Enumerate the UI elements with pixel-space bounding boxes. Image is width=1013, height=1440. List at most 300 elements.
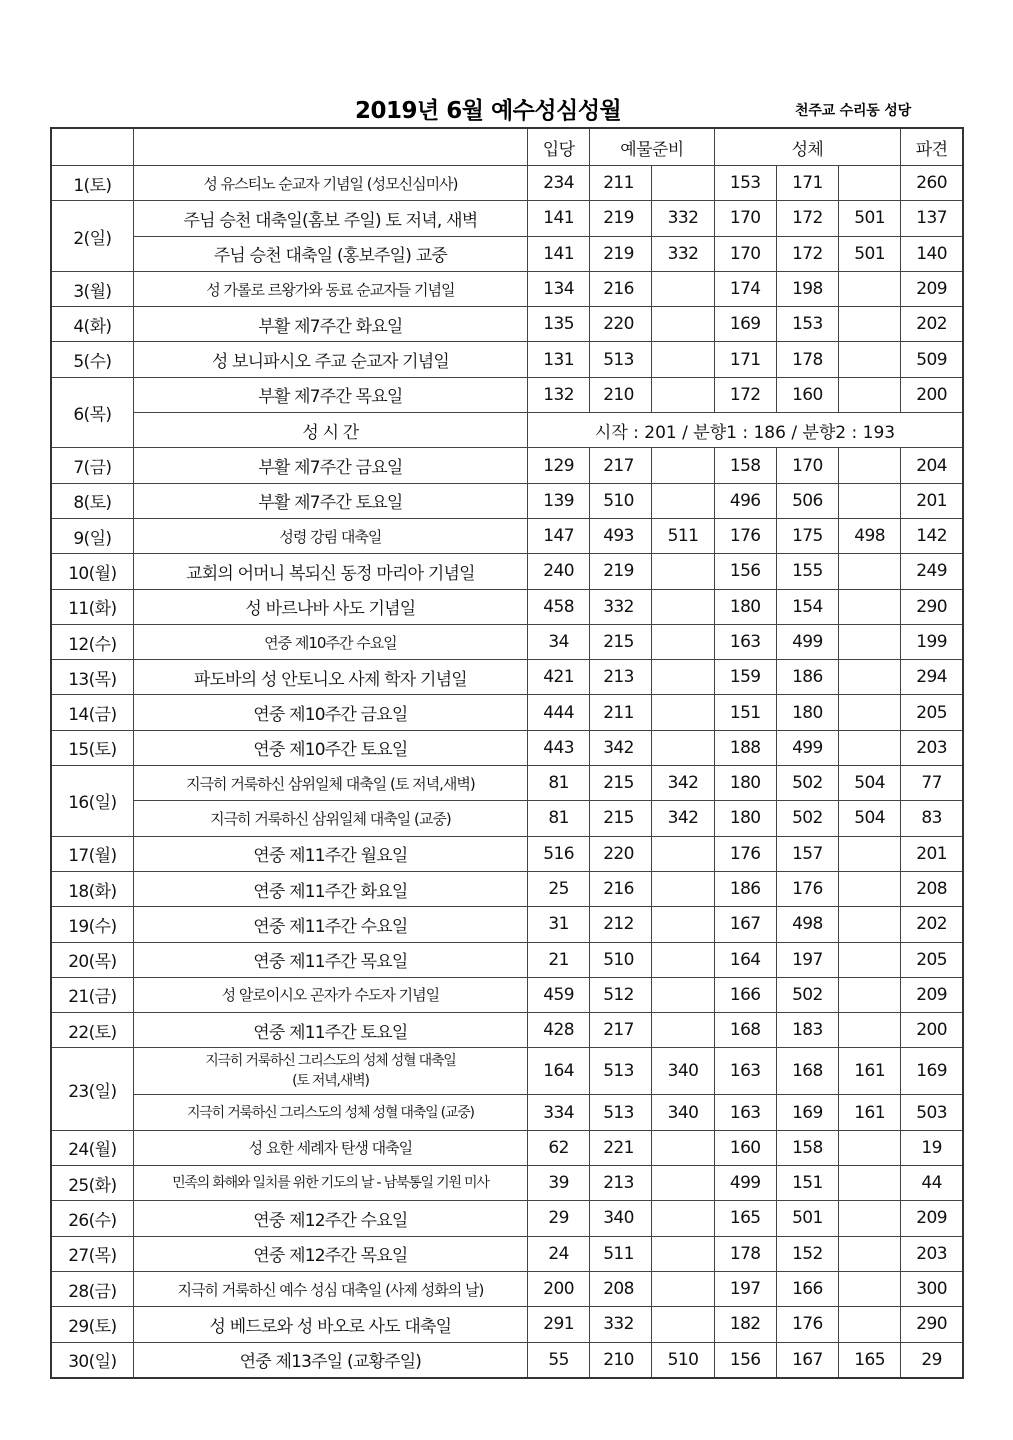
- communion-hymn-3: [838, 377, 900, 412]
- liturgy-name: 성 유스티노 순교자 기념일 (성모신심미사): [133, 166, 527, 201]
- communion-hymn-3: 501: [838, 201, 900, 236]
- entrance-hymn: 139: [528, 483, 590, 518]
- day-cell: 13(목): [51, 660, 133, 695]
- day-cell: 15(토): [51, 730, 133, 765]
- communion-hymn-3: [838, 483, 900, 518]
- dismissal-hymn: 503: [901, 1095, 963, 1130]
- communion-hymn-1: 178: [714, 1236, 776, 1271]
- liturgy-name: 연중 제11주간 월요일: [133, 836, 527, 871]
- offertory-hymn-1: 215: [590, 801, 652, 836]
- offertory-hymn-2: [652, 624, 714, 659]
- dismissal-hymn: 203: [901, 730, 963, 765]
- offertory-hymn-2: [652, 1013, 714, 1048]
- day-cell: 14(금): [51, 695, 133, 730]
- table-row: [51, 1013, 963, 1048]
- day-cell: 22(토): [51, 1013, 133, 1048]
- communion-hymn-1: 156: [714, 1342, 776, 1378]
- day-cell: 12(수): [51, 624, 133, 659]
- offertory-hymn-2: 340: [652, 1048, 714, 1095]
- day-cell: 16(일): [51, 766, 133, 837]
- communion-hymn-2: 172: [776, 201, 838, 236]
- dismissal-hymn: 142: [901, 518, 963, 553]
- table-row: [51, 413, 963, 448]
- liturgy-name-line2: (토 저녁,새벽): [292, 1073, 369, 1090]
- day-cell: 7(금): [51, 448, 133, 483]
- day-cell: 17(월): [51, 836, 133, 871]
- communion-hymn-3: [838, 271, 900, 306]
- entrance-hymn: 459: [528, 977, 590, 1012]
- entrance-hymn: 62: [528, 1130, 590, 1165]
- offertory-hymn-2: 511: [652, 518, 714, 553]
- communion-hymn-2: 502: [776, 977, 838, 1012]
- dismissal-hymn: 83: [901, 801, 963, 836]
- header-dismissal: 파견: [901, 128, 963, 166]
- communion-hymn-3: [838, 730, 900, 765]
- communion-hymn-2: 198: [776, 271, 838, 306]
- day-cell: 1(토): [51, 166, 133, 201]
- offertory-hymn-2: [652, 166, 714, 201]
- communion-hymn-1: 168: [714, 1013, 776, 1048]
- offertory-hymn-2: 332: [652, 236, 714, 271]
- entrance-hymn: 444: [528, 695, 590, 730]
- communion-hymn-2: 172: [776, 236, 838, 271]
- table-row: [51, 836, 963, 871]
- communion-hymn-2: 506: [776, 483, 838, 518]
- entrance-hymn: 81: [528, 801, 590, 836]
- communion-hymn-1: 163: [714, 1095, 776, 1130]
- communion-hymn-1: 160: [714, 1130, 776, 1165]
- communion-hymn-2: 151: [776, 1166, 838, 1201]
- day-cell: 4(화): [51, 307, 133, 342]
- communion-hymn-1: 174: [714, 271, 776, 306]
- communion-hymn-1: 156: [714, 554, 776, 589]
- dismissal-hymn: 509: [901, 342, 963, 377]
- offertory-hymn-2: 340: [652, 1095, 714, 1130]
- dismissal-hymn: 199: [901, 624, 963, 659]
- entrance-hymn: 24: [528, 1236, 590, 1271]
- liturgy-name: [133, 1048, 527, 1095]
- offertory-hymn-1: 221: [590, 1130, 652, 1165]
- day-cell: 10(월): [51, 554, 133, 589]
- communion-hymn-3: [838, 307, 900, 342]
- parish-name: 천주교 수리동 성당: [795, 103, 911, 119]
- communion-hymn-1: 171: [714, 342, 776, 377]
- table-row: [51, 166, 963, 201]
- liturgy-name: 지극히 거룩하신 그리스도의 성체 성혈 대축일 (교중): [133, 1095, 527, 1130]
- offertory-hymn-1: 510: [590, 483, 652, 518]
- communion-hymn-1: 180: [714, 766, 776, 801]
- offertory-hymn-2: 332: [652, 201, 714, 236]
- liturgy-name: 성 보니파시오 주교 순교자 기념일: [133, 342, 527, 377]
- communion-hymn-1: 166: [714, 977, 776, 1012]
- offertory-hymn-2: [652, 448, 714, 483]
- communion-hymn-1: 182: [714, 1307, 776, 1342]
- communion-hymn-1: 188: [714, 730, 776, 765]
- communion-hymn-2: 501: [776, 1201, 838, 1236]
- table-row: [51, 695, 963, 730]
- liturgy-name: 연중 제13주일 (교황주일): [133, 1342, 527, 1378]
- offertory-hymn-2: [652, 836, 714, 871]
- day-cell: 26(수): [51, 1201, 133, 1236]
- communion-hymn-2: 158: [776, 1130, 838, 1165]
- communion-hymn-1: 176: [714, 836, 776, 871]
- offertory-hymn-2: [652, 554, 714, 589]
- entrance-hymn: 516: [528, 836, 590, 871]
- communion-hymn-2: 155: [776, 554, 838, 589]
- entrance-hymn: 421: [528, 660, 590, 695]
- communion-hymn-1: 167: [714, 907, 776, 942]
- entrance-hymn: 132: [528, 377, 590, 412]
- liturgy-name: 지극히 거룩하신 삼위일체 대축일 (토 저녁,새벽): [133, 766, 527, 801]
- communion-hymn-1: 169: [714, 307, 776, 342]
- entrance-hymn: 200: [528, 1271, 590, 1306]
- dismissal-hymn: 202: [901, 907, 963, 942]
- entrance-hymn: 134: [528, 271, 590, 306]
- day-cell: 25(화): [51, 1166, 133, 1201]
- communion-hymn-1: 499: [714, 1166, 776, 1201]
- communion-hymn-3: 161: [838, 1095, 900, 1130]
- communion-hymn-3: 504: [838, 766, 900, 801]
- offertory-hymn-2: [652, 660, 714, 695]
- liturgy-name: 부활 제7주간 화요일: [133, 307, 527, 342]
- dismissal-hymn: 249: [901, 554, 963, 589]
- communion-hymn-2: 152: [776, 1236, 838, 1271]
- entrance-hymn: 81: [528, 766, 590, 801]
- entrance-hymn: 141: [528, 236, 590, 271]
- day-cell: 20(목): [51, 942, 133, 977]
- entrance-hymn: 21: [528, 942, 590, 977]
- day-cell: 23(일): [51, 1048, 133, 1130]
- offertory-hymn-1: 220: [590, 836, 652, 871]
- header-day: [51, 128, 133, 166]
- day-cell: 2(일): [51, 201, 133, 272]
- header-offertory: 예물준비: [590, 128, 714, 166]
- dismissal-hymn: 204: [901, 448, 963, 483]
- liturgy-name: 부활 제7주간 목요일: [133, 377, 527, 412]
- entrance-hymn: 55: [528, 1342, 590, 1378]
- day-cell: 29(토): [51, 1307, 133, 1342]
- communion-hymn-3: [838, 1236, 900, 1271]
- offertory-hymn-1: 215: [590, 624, 652, 659]
- dismissal-hymn: 260: [901, 166, 963, 201]
- offertory-hymn-2: [652, 730, 714, 765]
- table-row: [51, 1342, 963, 1378]
- offertory-hymn-1: 332: [590, 1307, 652, 1342]
- liturgy-name: 교회의 어머니 복되신 동정 마리아 기념일: [133, 554, 527, 589]
- offertory-hymn-2: [652, 1166, 714, 1201]
- offertory-hymn-2: [652, 1271, 714, 1306]
- liturgy-name-line1: 지극히 거룩하신 그리스도의 성체 성혈 대축일: [205, 1053, 456, 1070]
- liturgy-name: 연중 제10주간 토요일: [133, 730, 527, 765]
- day-cell: 30(일): [51, 1342, 133, 1378]
- liturgy-name: 성 요한 세례자 탄생 대축일: [133, 1130, 527, 1165]
- communion-hymn-2: 197: [776, 942, 838, 977]
- day-cell: 21(금): [51, 977, 133, 1012]
- dismissal-hymn: 201: [901, 836, 963, 871]
- liturgy-name: 부활 제7주간 토요일: [133, 483, 527, 518]
- communion-hymn-1: 176: [714, 518, 776, 553]
- communion-hymn-3: 498: [838, 518, 900, 553]
- offertory-hymn-2: [652, 307, 714, 342]
- communion-hymn-1: 170: [714, 236, 776, 271]
- entrance-hymn: 164: [528, 1048, 590, 1095]
- offertory-hymn-1: 216: [590, 271, 652, 306]
- communion-hymn-2: 183: [776, 1013, 838, 1048]
- table-row: [51, 624, 963, 659]
- communion-hymn-2: 176: [776, 1307, 838, 1342]
- communion-hymn-3: [838, 448, 900, 483]
- communion-hymn-1: 153: [714, 166, 776, 201]
- communion-hymn-3: [838, 1013, 900, 1048]
- offertory-hymn-2: [652, 1307, 714, 1342]
- liturgy-name: 지극히 거룩하신 삼위일체 대축일 (교중): [133, 801, 527, 836]
- communion-hymn-1: 197: [714, 1271, 776, 1306]
- offertory-hymn-2: 342: [652, 766, 714, 801]
- communion-hymn-1: 163: [714, 1048, 776, 1095]
- liturgy-name: 민족의 화해와 일치를 위한 기도의 날 - 남북통일 기원 미사: [133, 1166, 527, 1201]
- communion-hymn-1: 180: [714, 589, 776, 624]
- page-title: 2019년 6월 예수성심성월: [355, 98, 622, 124]
- communion-hymn-1: 151: [714, 695, 776, 730]
- table-row: [51, 871, 963, 906]
- table-row: [51, 201, 963, 236]
- communion-hymn-1: 170: [714, 201, 776, 236]
- table-row: [51, 907, 963, 942]
- communion-hymn-2: 502: [776, 801, 838, 836]
- communion-hymn-3: [838, 1271, 900, 1306]
- offertory-hymn-1: 216: [590, 871, 652, 906]
- offertory-hymn-1: 215: [590, 766, 652, 801]
- offertory-hymn-1: 208: [590, 1271, 652, 1306]
- communion-hymn-2: 166: [776, 1271, 838, 1306]
- communion-hymn-3: [838, 660, 900, 695]
- day-cell: 5(수): [51, 342, 133, 377]
- communion-hymn-3: [838, 1130, 900, 1165]
- communion-hymn-3: 501: [838, 236, 900, 271]
- table-row: [51, 1130, 963, 1165]
- dismissal-hymn: 200: [901, 377, 963, 412]
- liturgy-name: 파도바의 성 안토니오 사제 학자 기념일: [133, 660, 527, 695]
- communion-hymn-3: 161: [838, 1048, 900, 1095]
- communion-hymn-1: 180: [714, 801, 776, 836]
- entrance-hymn: 129: [528, 448, 590, 483]
- offertory-hymn-2: [652, 271, 714, 306]
- communion-hymn-2: 157: [776, 836, 838, 871]
- offertory-hymn-1: 211: [590, 166, 652, 201]
- dismissal-hymn: 203: [901, 1236, 963, 1271]
- table-row: [51, 1048, 963, 1095]
- table-row: [51, 307, 963, 342]
- day-cell: 11(화): [51, 589, 133, 624]
- communion-hymn-2: 167: [776, 1342, 838, 1378]
- offertory-hymn-1: 340: [590, 1201, 652, 1236]
- communion-hymn-1: 158: [714, 448, 776, 483]
- table-row: [51, 660, 963, 695]
- offertory-hymn-2: 342: [652, 801, 714, 836]
- dismissal-hymn: 209: [901, 271, 963, 306]
- communion-hymn-3: 504: [838, 801, 900, 836]
- table-row: [51, 1307, 963, 1342]
- liturgy-name: 성령 강림 대축일: [133, 518, 527, 553]
- liturgy-name: 연중 제10주간 수요일: [133, 624, 527, 659]
- communion-hymn-3: [838, 554, 900, 589]
- liturgy-name: 성 가롤로 르왕가와 동료 순교자들 기념일: [133, 271, 527, 306]
- day-cell: 19(수): [51, 907, 133, 942]
- table-row: [51, 554, 963, 589]
- liturgy-name: 연중 제11주간 화요일: [133, 871, 527, 906]
- entrance-hymn: 443: [528, 730, 590, 765]
- entrance-hymn: 131: [528, 342, 590, 377]
- liturgy-name: 주님 승천 대축일 (홍보주일) 교중: [133, 236, 527, 271]
- communion-hymn-2: 498: [776, 907, 838, 942]
- offertory-hymn-1: 213: [590, 1166, 652, 1201]
- table-row: [51, 977, 963, 1012]
- entrance-hymn: 334: [528, 1095, 590, 1130]
- entrance-hymn: 34: [528, 624, 590, 659]
- liturgy-name: 성 베드로와 성 바오로 사도 대축일: [133, 1307, 527, 1342]
- communion-hymn-2: 154: [776, 589, 838, 624]
- communion-hymn-1: 186: [714, 871, 776, 906]
- offertory-hymn-2: [652, 695, 714, 730]
- offertory-hymn-2: [652, 871, 714, 906]
- table-row: [51, 377, 963, 412]
- liturgy-name: 부활 제7주간 금요일: [133, 448, 527, 483]
- offertory-hymn-1: 219: [590, 554, 652, 589]
- offertory-hymn-1: 513: [590, 1095, 652, 1130]
- communion-hymn-3: [838, 871, 900, 906]
- table-row: [51, 801, 963, 836]
- offertory-hymn-1: 219: [590, 236, 652, 271]
- dismissal-hymn: 208: [901, 871, 963, 906]
- offertory-hymn-1: 211: [590, 695, 652, 730]
- communion-hymn-3: [838, 695, 900, 730]
- offertory-hymn-1: 219: [590, 201, 652, 236]
- offertory-hymn-2: [652, 977, 714, 1012]
- offertory-hymn-2: [652, 907, 714, 942]
- offertory-hymn-1: 513: [590, 1048, 652, 1095]
- table-row: [51, 589, 963, 624]
- offertory-hymn-1: 513: [590, 342, 652, 377]
- communion-hymn-2: 170: [776, 448, 838, 483]
- offertory-hymn-1: 512: [590, 977, 652, 1012]
- offertory-hymn-1: 212: [590, 907, 652, 942]
- entrance-hymn: 147: [528, 518, 590, 553]
- communion-hymn-1: 164: [714, 942, 776, 977]
- dismissal-hymn: 300: [901, 1271, 963, 1306]
- table-row: [51, 1201, 963, 1236]
- dismissal-hymn: 290: [901, 589, 963, 624]
- offertory-hymn-2: [652, 1201, 714, 1236]
- offertory-hymn-2: [652, 1236, 714, 1271]
- entrance-hymn: 141: [528, 201, 590, 236]
- communion-hymn-3: [838, 589, 900, 624]
- header-row: [51, 128, 963, 166]
- liturgy-name: 연중 제11주간 목요일: [133, 942, 527, 977]
- day-cell: 24(월): [51, 1130, 133, 1165]
- offertory-hymn-2: [652, 342, 714, 377]
- communion-hymn-1: 172: [714, 377, 776, 412]
- table-row: [51, 942, 963, 977]
- entrance-hymn: 458: [528, 589, 590, 624]
- offertory-hymn-1: 493: [590, 518, 652, 553]
- communion-hymn-2: 186: [776, 660, 838, 695]
- communion-hymn-2: 175: [776, 518, 838, 553]
- communion-hymn-1: 165: [714, 1201, 776, 1236]
- communion-hymn-1: 159: [714, 660, 776, 695]
- table-row: [51, 1271, 963, 1306]
- communion-hymn-2: 178: [776, 342, 838, 377]
- table-row: [51, 766, 963, 801]
- hymn-schedule-table: [50, 127, 964, 1379]
- offertory-hymn-2: [652, 1130, 714, 1165]
- dismissal-hymn: 290: [901, 1307, 963, 1342]
- communion-hymn-3: [838, 624, 900, 659]
- entrance-hymn: 25: [528, 871, 590, 906]
- day-cell: 6(목): [51, 377, 133, 448]
- communion-hymn-2: 499: [776, 730, 838, 765]
- day-cell: 3(월): [51, 271, 133, 306]
- offertory-hymn-2: 510: [652, 1342, 714, 1378]
- liturgy-name: 성 알로이시오 곤자가 수도자 기념일: [133, 977, 527, 1012]
- communion-hymn-3: [838, 1307, 900, 1342]
- dismissal-hymn: 209: [901, 977, 963, 1012]
- dismissal-hymn: 202: [901, 307, 963, 342]
- offertory-hymn-2: [652, 483, 714, 518]
- entrance-hymn: 31: [528, 907, 590, 942]
- dismissal-hymn: 209: [901, 1201, 963, 1236]
- offertory-hymn-1: 217: [590, 1013, 652, 1048]
- table-row: [51, 1166, 963, 1201]
- header-name: [133, 128, 527, 166]
- communion-hymn-3: [838, 1201, 900, 1236]
- communion-hymn-1: 163: [714, 624, 776, 659]
- liturgy-name: 연중 제11주간 수요일: [133, 907, 527, 942]
- liturgy-name: 지극히 거룩하신 예수 성심 대축일 (사제 성화의 날): [133, 1271, 527, 1306]
- offertory-hymn-1: 210: [590, 1342, 652, 1378]
- dismissal-hymn: 44: [901, 1166, 963, 1201]
- communion-hymn-2: 502: [776, 766, 838, 801]
- offertory-hymn-1: 210: [590, 377, 652, 412]
- entrance-hymn: 39: [528, 1166, 590, 1201]
- dismissal-hymn: 29: [901, 1342, 963, 1378]
- dismissal-hymn: 200: [901, 1013, 963, 1048]
- table-row: [51, 271, 963, 306]
- communion-hymn-2: 171: [776, 166, 838, 201]
- communion-hymn-3: [838, 836, 900, 871]
- entrance-hymn: 135: [528, 307, 590, 342]
- day-cell: 18(화): [51, 871, 133, 906]
- holy-hour-hymns: 시작 : 201 / 분향1 : 186 / 분향2 : 193: [528, 413, 963, 448]
- offertory-hymn-1: 217: [590, 448, 652, 483]
- communion-hymn-3: [838, 977, 900, 1012]
- communion-hymn-2: 499: [776, 624, 838, 659]
- liturgy-name: 주님 승천 대축일(홈보 주일) 토 저녁, 새벽: [133, 201, 527, 236]
- table-row: [51, 1236, 963, 1271]
- table-row: [51, 730, 963, 765]
- dismissal-hymn: 77: [901, 766, 963, 801]
- communion-hymn-2: 153: [776, 307, 838, 342]
- communion-hymn-3: [838, 942, 900, 977]
- offertory-hymn-2: [652, 942, 714, 977]
- day-cell: 28(금): [51, 1271, 133, 1306]
- communion-hymn-3: [838, 907, 900, 942]
- offertory-hymn-1: 511: [590, 1236, 652, 1271]
- communion-hymn-1: 496: [714, 483, 776, 518]
- table-row: [51, 518, 963, 553]
- offertory-hymn-1: 220: [590, 307, 652, 342]
- entrance-hymn: 234: [528, 166, 590, 201]
- liturgy-name: 연중 제12주간 목요일: [133, 1236, 527, 1271]
